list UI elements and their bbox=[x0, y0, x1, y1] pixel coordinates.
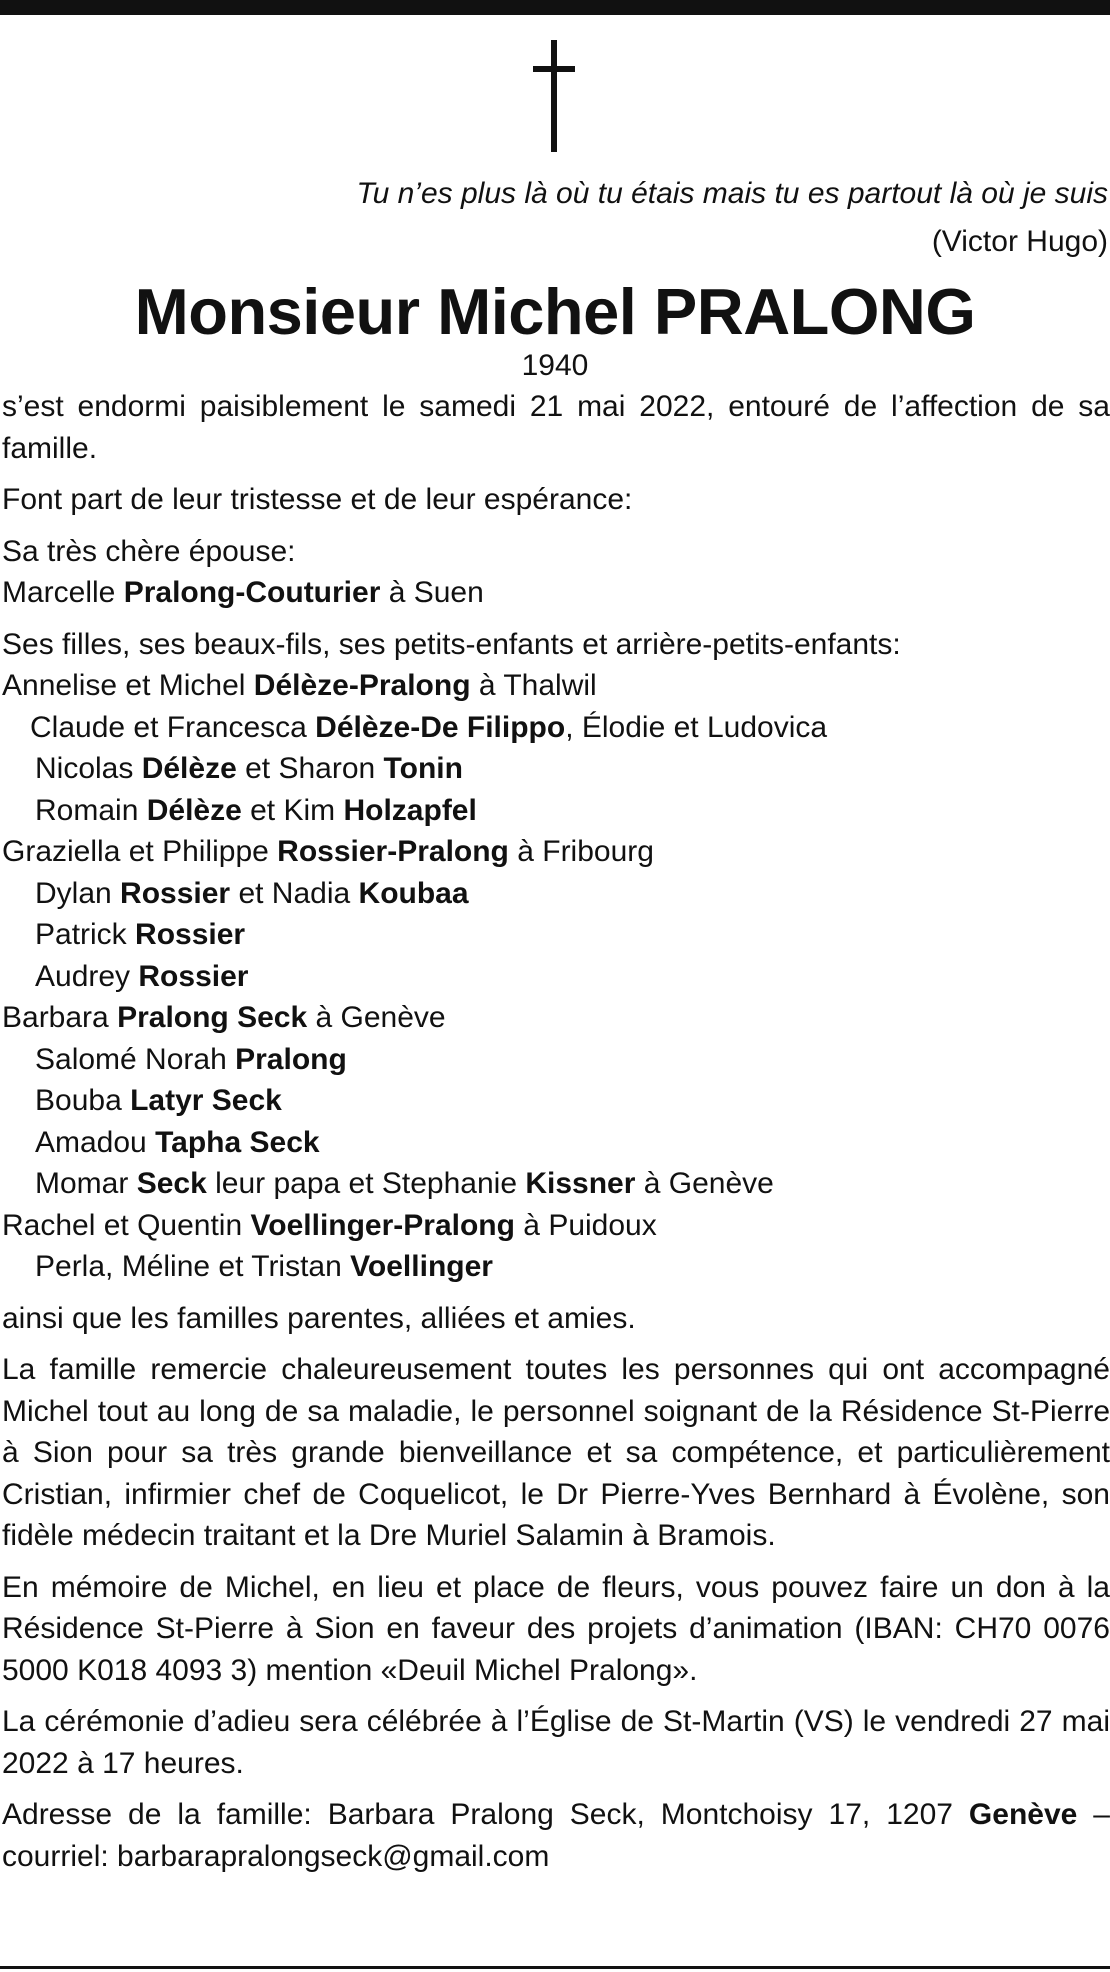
family-member-line: Annelise et Michel Délèze-Pralong à Thalwil bbox=[2, 669, 597, 702]
deceased-name: Monsieur Michel PRALONG bbox=[134, 275, 976, 348]
birth-year: 1940 bbox=[521, 349, 589, 382]
family-member-line: Graziella et Philippe Rossier-Pralong à Fribourg bbox=[2, 835, 654, 868]
family-member-line: Perla, Méline et Tristan Voellinger bbox=[35, 1250, 493, 1283]
announcement-text: s’est endormi paisiblement le samedi 21 mai 2022, entouré de l’affection de sa famille. bbox=[2, 390, 1110, 465]
spouse-line: Marcelle Pralong-Couturier à Suen bbox=[2, 576, 484, 609]
family-member-line: Bouba Latyr Seck bbox=[35, 1084, 282, 1117]
family-member-line: Nicolas Délèze et Sharon Tonin bbox=[35, 752, 463, 785]
family-member-line: Dylan Rossier et Nadia Koubaa bbox=[35, 876, 469, 910]
bottom-border bbox=[0, 1966, 1110, 1969]
family-member-line: Audrey Rossier bbox=[35, 959, 249, 993]
address-text: Adresse de la famille: Barbara Pralong Seck, Montchoisy 17, 1207 Genève – courriel: barbarapralongseck@gmail.com bbox=[2, 1798, 1110, 1873]
top-border bbox=[0, 0, 1110, 15]
family-member-line: Amadou Tapha Seck bbox=[35, 1125, 320, 1159]
family-member-line: Momar Seck leur papa et Stephanie Kissner à Genève bbox=[35, 1167, 774, 1200]
family-member-line: Romain Délèze et Kim Holzapfel bbox=[35, 793, 477, 827]
ceremony-text: La cérémonie d’adieu sera célébrée à l’Église de St-Martin (VS) le vendredi 27 mai 2022 à 17 heures. bbox=[2, 1705, 1110, 1780]
family-member-line: Salomé Norah Pralong bbox=[35, 1042, 347, 1076]
donation-text: En mémoire de Michel, en lieu et place de fleurs, vous pouvez faire un don à la Résidence St-Pierre à Sion en faveur des projets d’animation (IBAN: CH70 0076 5000 K018 4093 3) mention «Deuil Michel Pralong». bbox=[2, 1570, 1110, 1687]
thanks-text: La famille remercie chaleureusement toutes les personnes qui ont accompagné Michel tout au long de sa maladie, le personnel soignant de la Résidence St-Pierre à Sion pour sa très grande bienveillance et sa compétence, et particulièrement Cristian, infirmier chef de Coquelicot, le Dr Pierre-Yves Bernhard à Évolène, son fidèle médecin traitant et la Dre Muriel Salamin à Bramois. bbox=[2, 1353, 1110, 1552]
quote-author: (Victor Hugo) bbox=[931, 225, 1108, 258]
quote-text: Tu n’es plus là où tu étais mais tu es partout là où je suis bbox=[356, 177, 1108, 210]
family-member-line: Rachel et Quentin Voellinger-Pralong à Puidoux bbox=[2, 1208, 657, 1242]
family-member-line: Patrick Rossier bbox=[35, 918, 246, 951]
intro-text: Font part de leur tristesse et de leur espérance: bbox=[2, 483, 633, 516]
family-section bbox=[2, 624, 1110, 1288]
spouse-heading: Sa très chère épouse: bbox=[2, 534, 296, 568]
relatives-text: ainsi que les familles parentes, alliées et amies. bbox=[2, 1301, 636, 1335]
quote-block bbox=[356, 170, 1108, 266]
spouse-section bbox=[2, 531, 1110, 614]
cross-icon bbox=[533, 40, 575, 152]
family-member-line: Claude et Francesca Délèze-De Filippo, Élodie et Ludovica bbox=[30, 710, 828, 744]
family-member-line: Barbara Pralong Seck à Genève bbox=[2, 1001, 446, 1034]
children-heading: Ses filles, ses beaux-fils, ses petits-enfants et arrière-petits-enfants: bbox=[2, 627, 901, 661]
family-list bbox=[2, 665, 1110, 1288]
obituary-body bbox=[2, 386, 1110, 1887]
